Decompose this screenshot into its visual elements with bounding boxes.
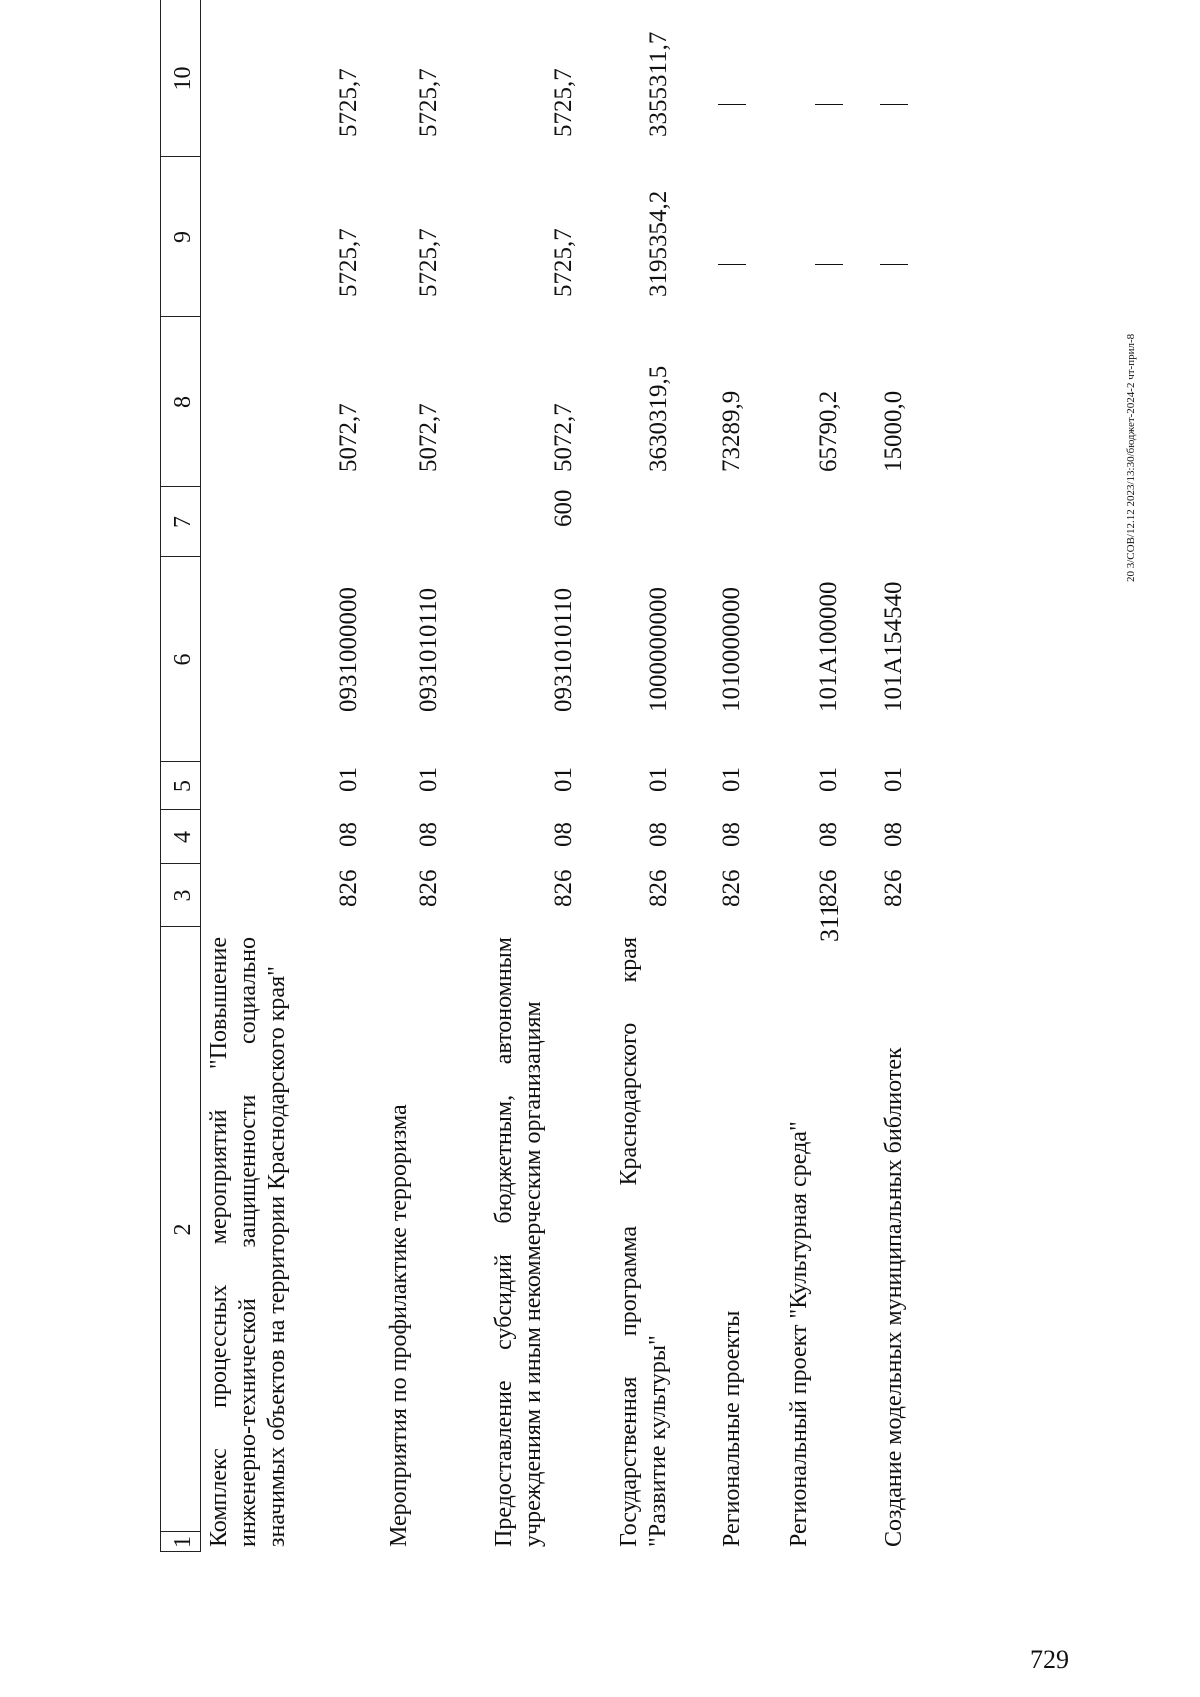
sheet-number: 729	[1030, 1645, 1069, 1674]
cell-col-3: 826	[415, 869, 442, 907]
header-bottom-border	[200, 0, 201, 1552]
cell-col-10: 5725,7	[415, 68, 442, 137]
cell-col-4: 08	[335, 822, 362, 847]
cell-col-8: 5072,7	[335, 403, 362, 472]
cell-col-6: 1000000000	[645, 587, 672, 712]
header-col-7: 7	[170, 516, 196, 528]
page-number: 311	[815, 903, 844, 942]
cell-col-9: 5725,7	[550, 228, 577, 297]
cell-col-4: 08	[415, 822, 442, 847]
cell-col-9: 5725,7	[335, 228, 362, 297]
cell-col-3: 826	[718, 869, 745, 907]
header-col-3: 3	[170, 889, 196, 902]
row-description: Региональный проект "Культурная среда"	[786, 1121, 812, 1547]
header-col-4: 4	[170, 831, 196, 843]
header-col-9: 9	[170, 231, 196, 243]
cell-col-8: 5072,7	[415, 403, 442, 472]
row-description: Предоставление субсидий бюджетным, автономным учреждениям и иным некоммерческим организациям	[491, 937, 546, 1547]
cell-col-5: 01	[815, 767, 842, 792]
header-col-10: 10	[170, 66, 196, 91]
cell-col-9: 5725,7	[415, 228, 442, 297]
cell-col-9-dash	[718, 264, 753, 297]
header-top-border	[160, 0, 161, 1552]
cell-col-8: 65790,2	[815, 390, 842, 472]
cell-col-5: 01	[415, 767, 442, 792]
row-description: Мероприятия по профилактике терроризма	[386, 1104, 412, 1547]
dash-mark	[815, 264, 843, 265]
dash-mark	[718, 264, 746, 265]
row-description: Региональные проекты	[719, 1310, 745, 1547]
cell-col-3: 826	[645, 869, 672, 907]
cell-col-4: 08	[815, 822, 842, 847]
cell-col-10: 5725,7	[335, 68, 362, 137]
dash-mark	[880, 264, 908, 265]
cell-col-9: 3195354,2	[645, 190, 672, 297]
cell-col-6: 0931010110	[415, 587, 442, 712]
cell-col-4: 08	[718, 822, 745, 847]
cell-col-4: 08	[880, 822, 907, 847]
cell-col-8: 73289,9	[718, 390, 745, 472]
cell-col-9-dash	[815, 264, 850, 297]
cell-col-7: 600	[550, 489, 577, 527]
dash-mark	[718, 104, 746, 105]
header-col-5: 5	[170, 780, 196, 792]
cell-col-4: 08	[645, 822, 672, 847]
cell-col-9-dash	[880, 264, 915, 297]
cell-col-3: 826	[815, 869, 842, 907]
cell-col-6: 0931010110	[550, 587, 577, 712]
cell-col-3: 826	[335, 869, 362, 907]
header-col-6: 6	[170, 653, 196, 666]
header-col-8: 8	[170, 396, 196, 408]
cell-col-10: 3355311,7	[645, 31, 672, 137]
cell-col-5: 01	[335, 767, 362, 792]
cell-col-6: 0931000000	[335, 587, 362, 712]
dash-mark	[880, 104, 908, 105]
cell-col-5: 01	[718, 767, 745, 792]
cell-col-10-dash	[815, 104, 850, 137]
cell-col-6: 101A154540	[880, 581, 907, 712]
cell-col-3: 826	[880, 869, 907, 907]
dash-mark	[815, 104, 843, 105]
footer-code: 20 3/СОВ/12.12 2023/13:30/бюджет-2024-2 чт-прил-8	[1125, 333, 1137, 582]
cell-col-10-dash	[718, 104, 753, 137]
cell-col-8: 3630319,5	[645, 365, 672, 472]
row-description: Государственная программа Краснодарского края "Развитие культуры"	[616, 937, 671, 1547]
cell-col-10-dash	[880, 104, 915, 137]
row-description: Создание модельных муниципальных библиотек	[881, 1047, 907, 1547]
cell-col-4: 08	[550, 822, 577, 847]
cell-col-3: 826	[550, 869, 577, 907]
cell-col-5: 01	[880, 767, 907, 792]
row-description: Комплекс процессных мероприятий "Повышение инженерно-технической защищенности социально значимых объектов на территории Краснодарского края"	[206, 937, 290, 1547]
cell-col-5: 01	[645, 767, 672, 792]
cell-col-10: 5725,7	[550, 68, 577, 137]
cell-col-6: 101A100000	[815, 581, 842, 712]
cell-col-8: 15000,0	[880, 390, 907, 472]
cell-col-6: 1010000000	[718, 587, 745, 712]
cell-col-8: 5072,7	[550, 403, 577, 472]
header-col-2: 2	[170, 1223, 196, 1236]
header-col-1: 1	[170, 1536, 196, 1548]
cell-col-5: 01	[550, 767, 577, 792]
